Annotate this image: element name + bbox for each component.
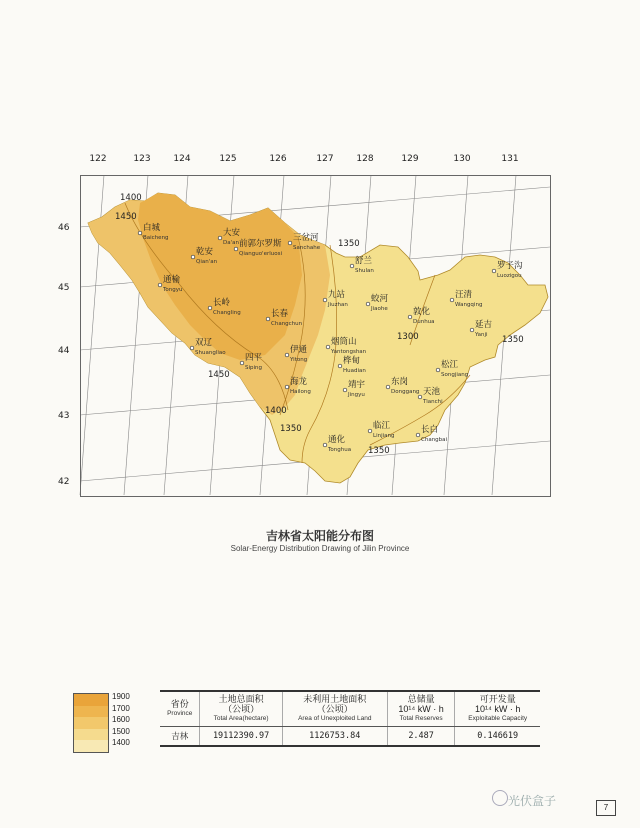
longitude-label: 128: [356, 154, 374, 164]
isoline-label: 1450: [115, 212, 137, 222]
watermark: 光伏盒子: [508, 794, 557, 808]
table-cell: 0.146619: [455, 727, 540, 747]
table-cell: 2.487: [387, 727, 455, 747]
latitude-label: 43: [58, 411, 70, 421]
longitude-label: 124: [173, 154, 191, 164]
city-name-en: Changling: [213, 310, 241, 316]
city-name-cn: 通榆: [163, 275, 181, 285]
city-name-cn: 大安: [223, 228, 241, 238]
city-name-cn: 桦甸: [343, 356, 361, 366]
legend-label: 1700: [112, 703, 130, 713]
city-name-cn: 靖宇: [348, 380, 366, 390]
isoline-label: 1400: [265, 406, 287, 416]
city-name-en: Yitong: [290, 357, 308, 363]
city-name-en: Tianchi: [423, 399, 443, 405]
table-header: 总储量 10¹⁴ kW · h Total Reserves: [387, 691, 455, 727]
city-name-cn: 三岔河: [293, 233, 319, 243]
map-title-en: Solar-Energy Distribution Drawing of Jilin Province: [230, 544, 410, 553]
city-name-en: Qian'an: [196, 259, 218, 265]
table-header: 省份 Province: [160, 691, 200, 727]
city-name-en: Yanji: [475, 332, 488, 338]
latitude-label: 46: [58, 223, 70, 233]
city-name-cn: 前郭尔罗斯: [239, 239, 282, 249]
longitude-label: 122: [89, 154, 107, 164]
city-name-cn: 通化: [328, 435, 346, 445]
city-name-cn: 临江: [373, 421, 391, 431]
city-name-en: Sanchahe: [293, 245, 321, 251]
city-name-en: Da'an: [223, 240, 239, 246]
latitude-label: 45: [58, 283, 70, 293]
isoline-label: 1350: [502, 335, 524, 345]
city-name-en: Tonghua: [328, 447, 352, 453]
table-cell: 吉林: [171, 732, 189, 742]
city-name-cn: 松江: [441, 360, 459, 370]
city-name-en: Luozigou: [497, 273, 522, 279]
city-name-cn: 天池: [423, 387, 441, 397]
legend-labels: [112, 691, 130, 749]
city-name-en: Jiaohe: [371, 306, 388, 312]
legend-swatch-1500: [74, 729, 108, 741]
isoline-label: 1400: [120, 193, 142, 203]
city-name-en: Dunhua: [413, 319, 435, 325]
city-name-cn: 汪清: [455, 290, 473, 300]
city-name-cn: 罗子沟: [497, 261, 523, 271]
table-cell: 1126753.84: [282, 727, 387, 747]
legend-swatch-1900: [74, 694, 108, 706]
page-number: 7: [596, 800, 616, 816]
latitude-label: 44: [58, 346, 70, 356]
city-name-cn: 长春: [271, 309, 289, 319]
isoline-label: 1300: [397, 332, 419, 342]
city-name-cn: 蛟河: [371, 294, 389, 304]
city-marker: [234, 238, 282, 257]
longitude-label: 126: [269, 154, 287, 164]
table-header: 未利用土地面积 （公顷） Area of Unexploited Land: [282, 691, 387, 727]
city-name-en: Tongyu: [163, 287, 183, 293]
legend-swatch-1400: [74, 740, 108, 752]
longitude-label: 129: [401, 154, 419, 164]
table-cell: 19112390.97: [200, 727, 282, 747]
city-name-en: Shulan: [355, 268, 374, 274]
city-name-en: Huadian: [343, 368, 366, 374]
solar-data-table: [160, 690, 540, 747]
city-name-en: Siping: [245, 365, 263, 371]
city-name-en: Yantongshan: [331, 349, 367, 355]
city-name-en: Wangqing: [455, 302, 483, 308]
city-name-cn: 烟筒山: [331, 337, 357, 347]
city-name-cn: 白城: [143, 223, 161, 233]
city-marker: [492, 260, 523, 279]
city-name-en: Baicheng: [143, 235, 169, 241]
city-name-en: Songjiang: [441, 372, 469, 378]
city-name-cn: 舒兰: [355, 256, 373, 266]
table-row: [160, 727, 540, 747]
city-marker: [416, 424, 447, 443]
city-name-cn: 双辽: [195, 338, 213, 348]
wechat-icon: [492, 790, 508, 806]
city-name-cn: 四平: [245, 353, 263, 363]
legend-label: 1400: [112, 738, 130, 748]
city-name-cn: 延吉: [475, 320, 493, 330]
city-name-en: Jiuzhan: [328, 302, 348, 308]
longitude-label: 123: [133, 154, 151, 164]
city-name-en: Changchun: [271, 321, 303, 327]
table-header-row: [160, 691, 540, 727]
legend-label: 1900: [112, 692, 130, 701]
legend-swatch-1600: [74, 717, 108, 729]
city-name-cn: 长白: [421, 425, 439, 435]
city-name-en: Shuangliao: [195, 350, 226, 356]
latitude-label: 42: [58, 477, 70, 487]
longitude-label: 130: [453, 154, 471, 164]
legend-label: 1600: [112, 715, 130, 725]
legend-swatch-1700: [74, 706, 108, 718]
city-name-cn: 长岭: [213, 298, 231, 308]
city-name-cn: 乾安: [196, 247, 214, 257]
longitude-label: 131: [501, 154, 519, 164]
longitude-label: 127: [316, 154, 334, 164]
city-marker: [288, 232, 321, 251]
longitude-label: 125: [219, 154, 237, 164]
solar-distribution-map: [40, 145, 580, 525]
city-name-cn: 敦化: [413, 307, 431, 317]
isoline-label: 1350: [338, 239, 360, 249]
isoline-label: 1350: [280, 424, 302, 434]
city-name-cn: 伊通: [290, 345, 308, 355]
city-name-cn: 海龙: [290, 377, 308, 387]
isoline-label: 1450: [208, 370, 230, 380]
isoline-label: 1350: [368, 446, 390, 456]
city-name-en: Changbai: [421, 437, 448, 443]
table-header: 土地总面积 （公顷） Total Area(hectare): [200, 691, 282, 727]
city-name-en: Donggang: [391, 389, 420, 395]
map-title-cn: 吉林省太阳能分布图: [265, 529, 374, 543]
city-name-en: Hailong: [290, 389, 311, 395]
city-name-cn: 九站: [328, 290, 346, 300]
city-name-en: Qianguo'erluosi: [239, 251, 282, 257]
legend-swatches: [73, 693, 109, 753]
table-header: 可开发量 10¹⁴ kW · h Exploitable Capacity: [455, 691, 540, 727]
city-name-en: Linjiang: [373, 433, 395, 439]
city-name-en: Jingyu: [348, 392, 365, 398]
city-name-cn: 东岗: [391, 377, 409, 387]
legend-label: 1500: [112, 726, 130, 736]
